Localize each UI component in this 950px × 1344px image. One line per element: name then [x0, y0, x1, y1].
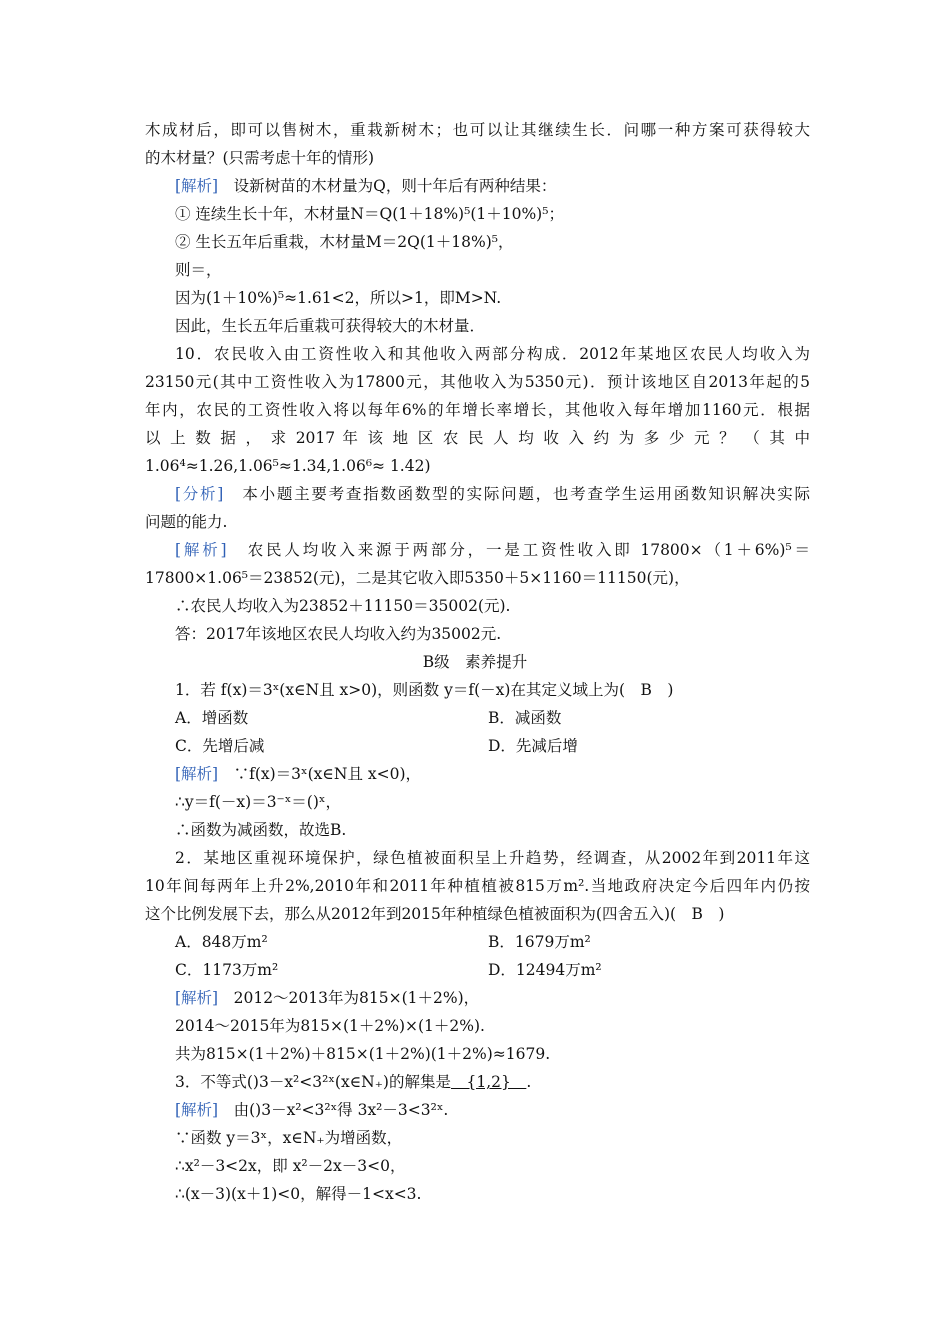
option-d: D．12494万m²: [488, 961, 602, 979]
solution-tag: [解析]: [175, 1101, 219, 1119]
text-line: ② 生长五年后重栽，木材量M＝2Q(1＋18%)⁵，: [175, 233, 514, 251]
text-line: ∴y＝f(－x)＝3⁻ˣ＝()ˣ，: [175, 793, 341, 811]
solution-line: [175, 537, 810, 563]
option-c: C．先增后减: [175, 737, 265, 755]
text-line: ∵函数 y＝3ˣ，x∈N₊为增函数，: [175, 1129, 403, 1147]
option-d: D．先减后增: [488, 737, 578, 755]
text-line: 23150元(其中工资性收入为17800元，其他收入为5350元)．预计该地区自2013年起的5: [145, 373, 810, 391]
text-line: 1.06⁴≈1.26,1.06⁵≈1.34,1.06⁶≈ 1.42): [145, 457, 431, 475]
text-line: 这个比例发展下去，那么从2012年到2015年种植绿色植被面积为(四舍五入)( B ): [145, 905, 725, 923]
answer-line: 答：2017年该地区农民人均收入约为35002元.: [175, 625, 502, 643]
solution-line: [175, 985, 810, 1011]
question-2-line: 2．某地区重视环境保护，绿色植被面积呈上升趋势，经调查，从2002年到2011年这: [175, 849, 810, 867]
option-b: B．1679万m²: [488, 933, 591, 951]
text-line: 的木材量？(只需考虑十年的情形): [145, 149, 375, 167]
text-line: 问题的能力.: [145, 513, 228, 531]
option-a: A．848万m²: [175, 933, 268, 951]
analysis-line: [175, 173, 810, 199]
text-line: ∴x²－3<2x，即 x²－2x－3<0，: [175, 1157, 406, 1175]
text-line: 10年间每两年上升2%,2010年和2011年种植植被815万m².当地政府决定今后四年内仍按: [145, 877, 810, 895]
analysis-tag: [解析]: [175, 177, 219, 195]
option-a: A．增函数: [175, 709, 249, 727]
text-line: 年内，农民的工资性收入将以每年6%的年增长率增长，其他收入每年增加1160元．根据: [145, 401, 810, 419]
text-line: ∴函数为减函数，故选B.: [175, 821, 347, 839]
solution-line: [175, 761, 810, 787]
text-line: 因此，生长五年后重栽可获得较大的木材量．: [175, 317, 486, 335]
solution-tag: [解析]: [175, 765, 219, 783]
text-line: ∴(x－3)(x＋1)<0，解得－1<x<3.: [175, 1185, 422, 1203]
solution-text: 2012～2013年为815×(1＋2%)，: [218, 989, 480, 1007]
text-line: ① 连续生长十年，木材量N＝Q(1＋18%)⁵(1＋10%)⁵；: [175, 205, 564, 223]
section-heading: B级 素养提升: [422, 653, 528, 671]
text-line: 因为(1＋10%)⁵≈1.61<2，所以>1，即M>N.: [175, 289, 502, 307]
solution-line: [175, 1097, 810, 1123]
option-c: C．1173万m²: [175, 961, 279, 979]
question-3-stem: [175, 1069, 810, 1095]
solution-text: ∵f(x)＝3ˣ(x∈N且 x<0)，: [218, 765, 422, 783]
text-line: 2014～2015年为815×(1＋2%)×(1＋2%).: [175, 1017, 485, 1035]
stem-end: .: [526, 1073, 532, 1091]
text-line: ∴农民人均收入为23852＋11150＝35002(元).: [175, 597, 511, 615]
question-10-line: 10．农民收入由工资性收入和其他收入两部分构成．2012年某地区农民人均收入为: [175, 345, 810, 363]
option-b: B．减函数: [488, 709, 562, 727]
text-line: 木成材后，即可以售树木，重栽新树木；也可以让其继续生长．问哪一种方案可获得较大: [145, 121, 810, 139]
solution-text: 农民人均收入来源于两部分，一是工资性收入即 17800×（1＋6%)⁵＝: [226, 541, 810, 559]
solution-tag: [解析]: [175, 541, 227, 559]
answer-blank: {1,2}: [450, 1073, 527, 1091]
analysis-line: [175, 481, 810, 507]
solution-text: 由()3－x²<3²ˣ得 3x²－3<3²ˣ.: [218, 1101, 449, 1119]
text-line: 以 上 数 据 ， 求 2017 年 该 地 区 农 民 人 均 收 入 约 为 多 少 元 ？ （ 其 中: [145, 429, 810, 447]
text-line: 共为815×(1＋2%)＋815×(1＋2%)(1＋2%)≈1679.: [175, 1045, 551, 1063]
text-line: 17800×1.06⁵＝23852(元)，二是其它收入即5350＋5×1160＝11150(元)，: [145, 569, 690, 587]
solution-tag: [解析]: [175, 989, 219, 1007]
analysis-tag: [分析]: [175, 485, 224, 503]
analysis-text: 本小题主要考查指数函数型的实际问题，也考查学生运用函数知识解决实际: [223, 485, 810, 503]
text-line: 则＝，: [175, 261, 222, 279]
analysis-text: 设新树苗的木材量为Q，则十年后有两种结果：: [218, 177, 557, 195]
question-1-stem: 1．若 f(x)＝3ˣ(x∈N且 x>0)，则函数 y＝f(－x)在其定义域上为( B ): [175, 681, 674, 699]
stem-text: 3．不等式()3－x²<3²ˣ(x∈N₊)的解集是: [175, 1073, 451, 1091]
